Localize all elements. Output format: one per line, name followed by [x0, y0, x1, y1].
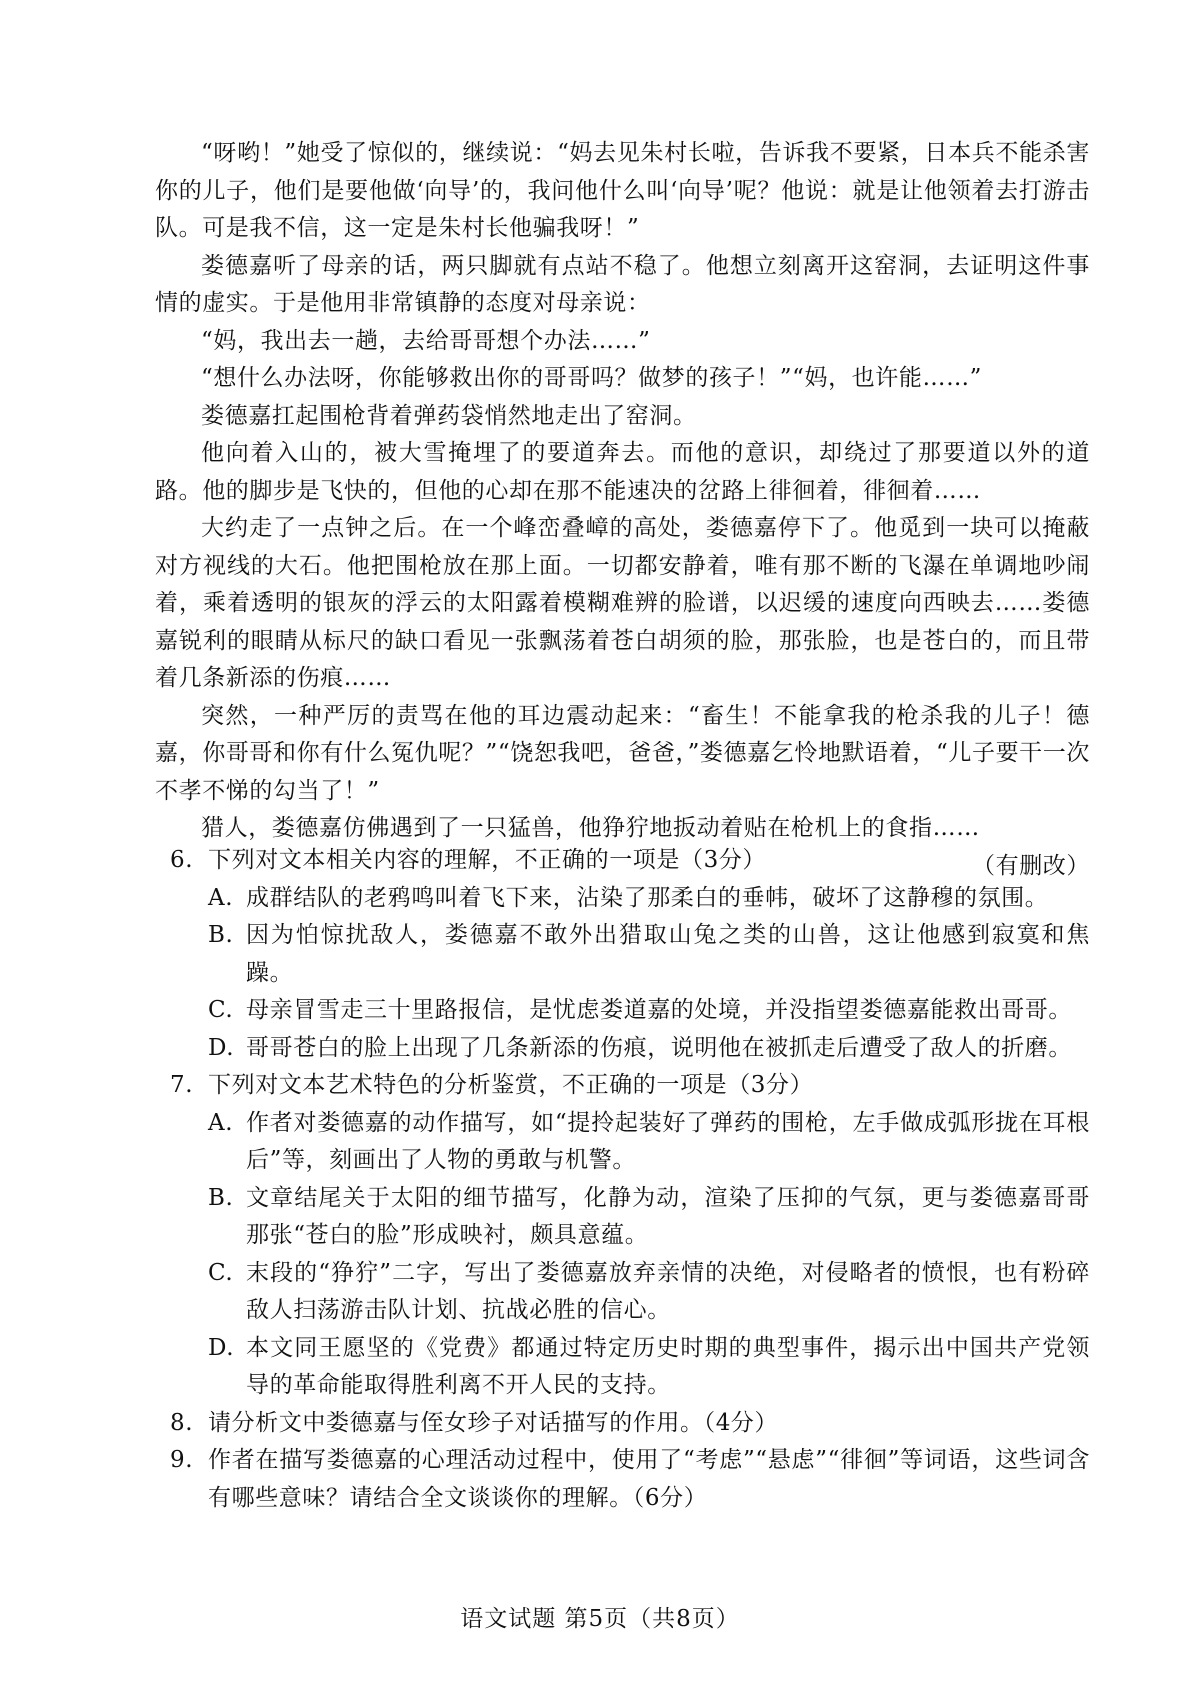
option-c — [208, 992, 1090, 1030]
option-letter: C. — [208, 1259, 234, 1286]
question-stem: 下列对文本艺术特色的分析鉴赏，不正确的一项是（3分） — [208, 1072, 814, 1098]
option-text: 哥哥苍白的脸上出现了几条新添的伤痕，说明他在被抓走后遭受了敌人的折磨。 — [246, 1034, 1072, 1061]
passage-paragraph: 娄德嘉听了母亲的话，两只脚就有点站不稳了。他想立刻离开这窑洞，去证明这件事情的虚实。于是他用非常镇静的态度对母亲说： — [155, 252, 1090, 316]
question-stem: 下列对文本相关内容的理解，不正确的一项是（3分） — [208, 847, 767, 873]
option-letter: D. — [208, 1334, 235, 1361]
option-letter: B. — [208, 922, 234, 948]
question-9 — [170, 1442, 1090, 1517]
source-note: （有删改） — [972, 852, 1090, 879]
option-text: 成群结队的老鸦鸣叫着飞下来，沾染了那柔白的垂帏，破坏了这静穆的氛围。 — [246, 884, 1049, 911]
passage-paragraph: 猎人，娄德嘉仿佛遇到了一只猛兽，他狰狞地扳动着贴在枪机上的食指…… — [201, 815, 980, 841]
option-c — [208, 1255, 1090, 1330]
option-text: 作者对娄德嘉的动作描写，如“提拎起装好了弹药的围枪，左手做成弧形拢在耳根后”等，刻画出了人物的勇敢与机警。 — [246, 1109, 1090, 1173]
question-8 — [170, 1405, 1090, 1443]
option-letter: D. — [208, 1034, 235, 1061]
passage-paragraph: 突然，一种严厉的责骂在他的耳边震动起来：“畜生！不能拿我的枪杀我的儿子！德嘉，你哥哥和你有什么冤仇呢？”“饶恕我吧，爸爸，”娄德嘉乞怜地默语着，“儿子要干一次不孝不悌的勾当了！” — [155, 702, 1090, 804]
passage-paragraph: 娄德嘉扛起围枪背着弹药袋悄然地走出了窑洞。 — [201, 402, 697, 429]
passage-paragraph: “想什么办法呀，你能够救出你的哥哥吗？做梦的孩子！”“妈，也许能……” — [201, 365, 983, 391]
option-text: 母亲冒雪走三十里路报信，是忧虑娄道嘉的处境，并没指望娄德嘉能救出哥哥。 — [246, 997, 1072, 1023]
question-6 — [170, 842, 1090, 1067]
option-d — [208, 1030, 1090, 1068]
option-b — [208, 917, 1090, 992]
option-letter: B. — [208, 1184, 234, 1211]
question-number: 8. — [170, 1409, 194, 1436]
passage-paragraph: 大约走了一点钟之后。在一个峰峦叠嶂的高处，娄德嘉停下了。他觅到一块可以掩蔽对方视线的大石。他把围枪放在那上面。一切都安静着，唯有那不断的飞瀑在单调地吵闹着，乘着透明的银灰的浮云的太阳露着模糊难辨的脸谱，以迟缓的速度向西映去……娄德嘉锐利的眼睛从标尺的缺口看见一张飘荡着苍白胡须的脸，那张脸，也是苍白的，而且带着几条新添的伤痕…… — [155, 515, 1090, 691]
option-letter: A. — [208, 884, 234, 911]
option-text: 因为怕惊扰敌人，娄德嘉不敢外出猎取山兔之类的山兽，这让他感到寂寞和焦躁。 — [246, 922, 1090, 986]
question-stem: 作者在描写娄德嘉的心理活动过程中，使用了“考虑”“悬虑”“徘徊”等词语，这些词含有哪些意味？请结合全文谈谈你的理解。（6分） — [208, 1447, 1090, 1511]
passage-paragraph: “妈，我出去一趟，去给哥哥想个办法……” — [201, 327, 651, 354]
question-number: 6. — [170, 847, 194, 873]
question-list — [170, 842, 1090, 1517]
option-b — [208, 1180, 1090, 1255]
option-letter: C. — [208, 997, 234, 1023]
question-stem: 请分析文中娄德嘉与侄女珍子对话描写的作用。（4分） — [208, 1409, 779, 1436]
passage-paragraph: “呀哟！”她受了惊似的，继续说：“妈去见朱村长啦，告诉我不要紧，日本兵不能杀害你的儿子，他们是要他做‘向导’的，我问他什么叫‘向导’呢？他说：就是让他领着去打游击队。可是我不信，这一定是朱村长他骗我呀！” — [155, 140, 1090, 241]
question-number: 9. — [170, 1447, 194, 1473]
option-text: 本文同王愿坚的《党费》都通过特定历史时期的典型事件，揭示出中国共产党领导的革命能取得胜利离不开人民的支持。 — [246, 1334, 1090, 1398]
question-7 — [170, 1067, 1090, 1405]
option-a — [208, 880, 1090, 918]
option-d — [208, 1330, 1090, 1405]
option-text: 末段的“狰狞”二字，写出了娄德嘉放弃亲情的决绝，对侵略者的愤恨，也有粉碎敌人扫荡游击队计划、抗战必胜的信心。 — [246, 1259, 1090, 1323]
passage-paragraph: 他向着入山的，被大雪掩埋了的要道奔去。而他的意识，却绕过了那要道以外的道路。他的脚步是飞快的，但他的心却在那不能速决的岔路上徘徊着，徘徊着…… — [155, 440, 1090, 504]
option-text: 文章结尾关于太阳的细节描写，化静为动，渲染了压抑的气氛，更与娄德嘉哥哥那张“苍白的脸”形成映衬，颇具意蕴。 — [246, 1184, 1090, 1248]
option-letter: A. — [208, 1109, 234, 1136]
reading-passage — [155, 135, 1090, 885]
question-number: 7. — [170, 1072, 194, 1098]
page-footer: 语文试题 第5页（共8页） — [460, 1606, 740, 1632]
option-a — [208, 1105, 1090, 1180]
